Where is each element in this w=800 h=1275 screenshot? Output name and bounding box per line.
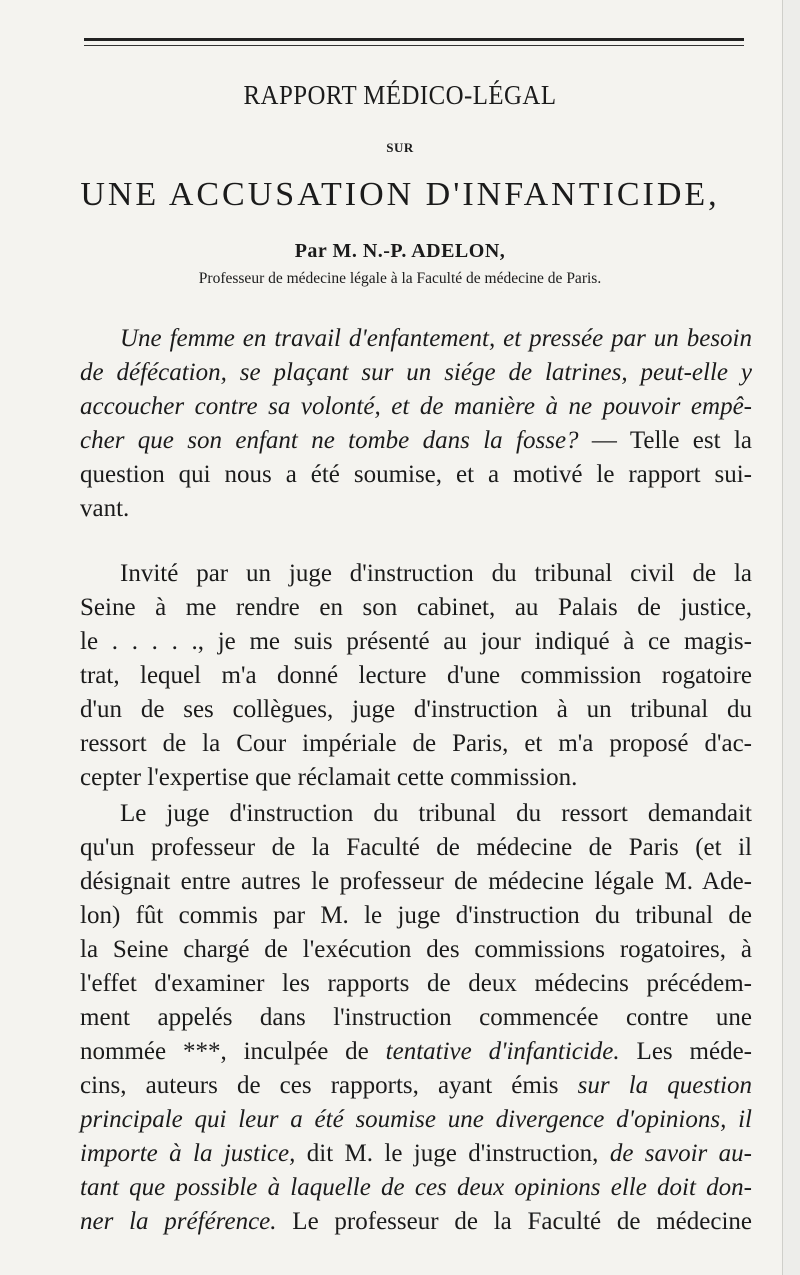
text-line: désignait entre autres le professeur de médecine légale M. Ade- — [80, 868, 752, 895]
text-italic: ner la préférence. — [80, 1208, 277, 1235]
text-italic: de savoir au- — [609, 1140, 752, 1167]
text-italic: importe à la justice, — [80, 1140, 296, 1167]
text-line: de défécation, se plaçant sur un siége de latrines, peut-elle y — [80, 359, 752, 386]
text-line: tant que possible à laquelle de ces deux opinions elle doit don- — [80, 1174, 752, 1201]
text-line: Seine à me rendre en son cabinet, au Palais de justice, — [80, 594, 752, 621]
text-roman: cins, auteurs de ces rapports, ayant émis — [80, 1072, 578, 1099]
text-line: question qui nous a été soumise, et a motivé le rapport sui- — [80, 461, 752, 488]
header-rule — [84, 38, 744, 41]
text-line: ment appelés dans l'instruction commencée contre une — [80, 1004, 752, 1031]
text-line: accoucher contre sa volonté, et de manière à ne pouvoir empê- — [80, 393, 752, 420]
text-roman: Le professeur de la Faculté de médecine — [276, 1208, 753, 1235]
text-line: Le juge d'instruction du tribunal du ressort demandait — [120, 800, 752, 827]
text-italic: cher que son enfant ne tombe dans la fosse? — [80, 427, 579, 454]
text-line: qu'un professeur de la Faculté de médecine de Paris (et il — [80, 834, 752, 861]
text-line — [80, 1205, 752, 1239]
text-italic: tentative d'infanticide. — [385, 1038, 620, 1065]
text-line: trat, lequel m'a donné lecture d'une commission rogatoire — [80, 662, 752, 689]
report-subtitle: UNE ACCUSATION D'INFANTICIDE, — [80, 176, 720, 213]
text-line — [80, 424, 752, 458]
text-roman: — Telle est la — [578, 427, 752, 454]
text-roman: dit M. le juge d'instruction, — [295, 1140, 610, 1167]
report-title: RAPPORT MÉDICO-LÉGAL — [243, 80, 557, 110]
title-connector: SUR — [386, 140, 414, 155]
text-line: ressort de la Cour impériale de Paris, et m'a proposé d'ac- — [80, 730, 752, 757]
text-line: Une femme en travail d'enfantement, et pressée par un besoin — [120, 325, 752, 352]
text-line — [80, 1069, 752, 1103]
text-line: lon) fût commis par M. le juge d'instruction du tribunal de — [80, 902, 752, 929]
text-line: l'effet d'examiner les rapports de deux médecins précédem- — [80, 970, 752, 997]
author-affiliation: Professeur de médecine légale à la Faculté de médecine de Paris. — [198, 270, 602, 287]
header-rule-thin — [84, 45, 744, 46]
text-line: d'un de ses collègues, juge d'instruction à un tribunal du — [80, 696, 752, 723]
text-line: vant. — [80, 495, 130, 522]
text-roman: Les méde- — [619, 1038, 752, 1065]
text-line: cepter l'expertise que réclamait cette commission. — [80, 764, 578, 791]
text-line — [80, 1137, 752, 1171]
text-line: le . . . . ., je me suis présenté au jour indiqué à ce magis- — [80, 628, 752, 655]
text-line — [80, 1035, 752, 1069]
author-line: Par M. N.-P. ADELON, — [294, 240, 506, 262]
text-line: la Seine chargé de l'exécution des commissions rogatoires, à — [80, 936, 752, 963]
text-roman: nommée ***, inculpée de — [80, 1038, 386, 1065]
text-line: principale qui leur a été soumise une divergence d'opinions, il — [80, 1106, 752, 1133]
text-italic: sur la question — [577, 1072, 752, 1099]
text-line: Invité par un juge d'instruction du tribunal civil de la — [120, 560, 752, 587]
